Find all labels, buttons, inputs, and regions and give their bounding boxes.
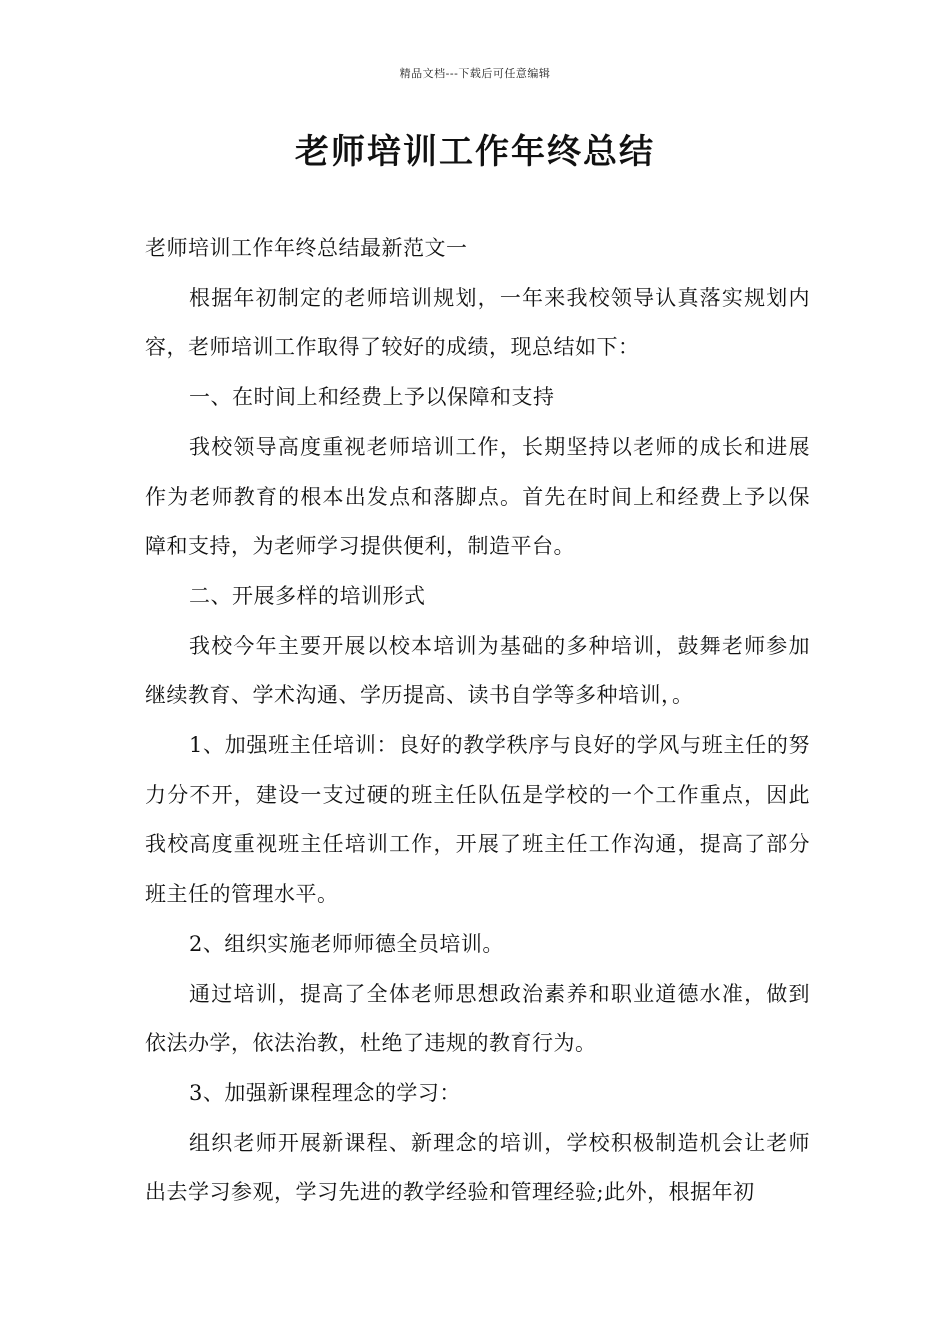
subsection-heading: 3、加强新课程理念的学习： bbox=[189, 1080, 461, 1105]
section-heading: 一、在时间上和经费上予以保障和支持 bbox=[189, 385, 555, 410]
paragraph: 根据年初制定的老师培训规划，一年来我校领导认真落实规划内容，老师培训工作取得了较好的成绩，现总结如下： bbox=[145, 285, 810, 360]
paragraph: 通过培训，提高了全体老师思想政治素养和职业道德水准，做到依法办学，依法治教，杜绝了违规的教育行为。 bbox=[145, 981, 810, 1056]
section-heading-intro: 老师培训工作年终总结最新范文一 bbox=[145, 236, 468, 260]
paragraph: 1、加强班主任培训：良好的教学秩序与良好的学风与班主任的努力分不开，建设一支过硬的班主任队伍是学校的一个工作重点，因此我校高度重视班主任培训工作，开展了班主任工作沟通，提高了部分班主任的管理水平。 bbox=[145, 733, 810, 907]
document-body bbox=[145, 224, 810, 1218]
document-title: 老师培训工作年终总结 bbox=[295, 132, 655, 172]
subsection-heading: 2、组织实施老师师德全员培训。 bbox=[189, 931, 504, 956]
paragraph: 我校今年主要开展以校本培训为基础的多种培训，鼓舞老师参加继续教育、学术沟通、学历提高、读书自学等多种培训，。 bbox=[145, 633, 810, 708]
paragraph: 我校领导高度重视老师培训工作，长期坚持以老师的成长和进展作为老师教育的根本出发点和落脚点。首先在时间上和经费上予以保障和支持，为老师学习提供便利，制造平台。 bbox=[145, 434, 810, 559]
header-note: 精品文档---下载后可任意编辑 bbox=[399, 67, 551, 80]
paragraph: 组织老师开展新课程、新理念的培训，学校积极制造机会让老师出去学习参观，学习先进的教学经验和管理经验;此外，根据年初 bbox=[145, 1130, 810, 1205]
section-heading: 二、开展多样的培训形式 bbox=[189, 583, 426, 608]
